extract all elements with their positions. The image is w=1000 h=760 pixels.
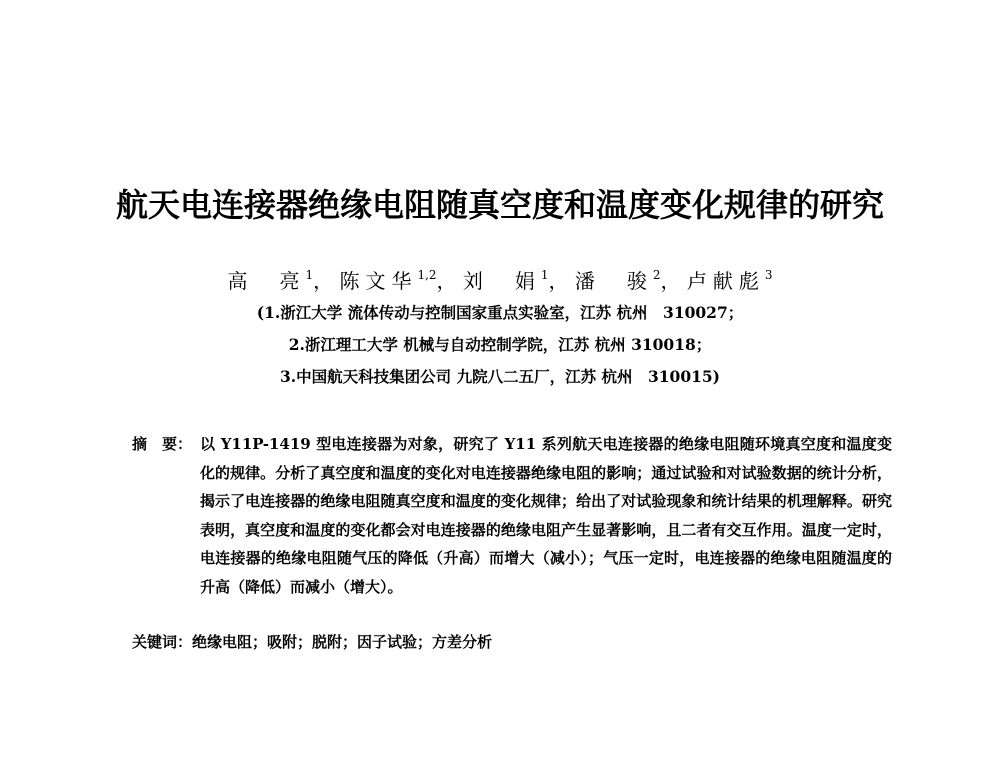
paper-title: 航天电连接器绝缘电阻随真空度和温度变化规律的研究 [115,186,884,224]
author: 卢献彪$^3$ [686,268,773,293]
author: 高 亮$^1$， [227,268,334,293]
author: 刘 娟$^1$， [462,268,569,293]
affiliation: 3.中国航天科技集团公司 九院八二五厂，江苏 杭州 310015) [279,367,721,386]
keywords-label: 关键词： [132,633,193,651]
author-affiliation-mark: 1 [540,268,549,282]
abstract [132,430,892,601]
keywords [132,630,892,654]
author-affiliation-mark: 3 [764,268,773,282]
author: 陈文华$^{1,2}$， [339,268,457,293]
author-affiliation-mark: 2 [652,268,661,282]
author-affiliation-mark: 1,2 [417,268,437,282]
author-list [0,260,1000,296]
author: 潘 骏$^2$， [574,268,681,293]
keywords-text: 绝缘电阻；吸附；脱附；因子试验；方差分析 [192,633,493,651]
affiliation: 2.浙江理工大学 机械与自动控制学院，江苏 杭州 310018； [288,335,712,354]
abstract-text: 以 Y11P-1419 型电连接器为对象，研究了 Y11 系列航天电连接器的绝缘电阻随环境真空度和温度变化的规律。分析了真空度和温度的变化对电连接器绝缘电阻的影响；通过试验和对试验数据的统计分析，揭示了电连接器的绝缘电阻随真空度和温度的变化规律；给出了对试验现象和统计结果的机理解释。研究表明，真空度和温度的变化都会对电连接器的绝缘电阻产生显著影响，且二者有交互作用。温度一定时，电连接器的绝缘电阻随气压的降低（升高）而增大（减小）；气压一定时，电连接器的绝缘电阻随温度的升高（降低）而减小（增大）。 [200,435,892,596]
abstract-label: 摘 要： [132,435,193,453]
author-affiliation-mark: 1 [305,268,314,282]
affiliation: (1.浙江大学 流体传动与控制国家重点实验室，江苏 杭州 310027； [256,303,744,322]
